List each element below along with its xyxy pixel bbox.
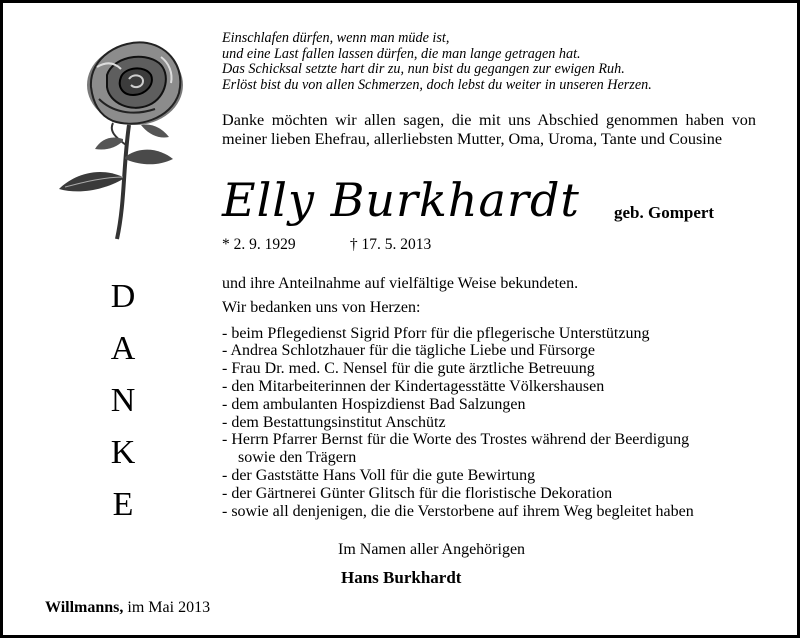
danke-vertical [101,271,145,531]
danke-letter: D [110,278,136,315]
rose-icon [59,42,183,239]
list-item: - Frau Dr. med. C. Nensel für die gute ärztliche Betreuung [222,360,595,378]
list-item: - der Gaststätte Hans Voll für die gute Bewirtung [222,466,536,484]
poem-line: und eine Last fallen lassen dürfen, die man lange getragen hat. [222,45,581,62]
sympathy-line: und ihre Anteilnahme auf vielfältige Weise bekundeten. [222,275,579,292]
name-line [222,175,782,235]
list-item: - den Mitarbeiterinnen der Kindertagesstätte Völkershausen [222,377,605,395]
danke-letter: E [112,486,134,523]
danke-letter: N [110,382,136,419]
poem-line: Das Schicksal setzte hart dir zu, nun bist du gegangen zur ewigen Ruh. [222,61,625,78]
thanks-list [222,325,782,521]
place-date [45,599,210,617]
poem-line: Erlöst bist du von allen Schmerzen, doch lebst du weiter in unseren Herzen. [222,76,652,93]
danke-letter: K [110,434,136,471]
rose-illustration [51,27,191,242]
list-item: - beim Pflegedienst Sigrid Pforr für die pflegerische Unterstützung [222,324,650,342]
signer-name: Hans Burkhardt [341,568,462,587]
poem [222,31,782,93]
list-item: - dem ambulanten Hospizdienst Bad Salzungen [222,395,526,413]
list-item: - der Gärtnerei Günter Glitsch für die floristische Dekoration [222,484,613,502]
deceased-name: Elly Burkhardt [222,173,580,227]
intro-text: Danke möchten wir allen sagen, die mit uns Abschied genommen haben von meiner lieben Ehefrau, allerliebsten Mutter, Oma, Uroma, Tante und Cousine [222,111,756,148]
life-dates [222,236,431,254]
list-item-continuation: sowie den Trägern [238,449,357,467]
list-item: - Andrea Schlotzhauer für die tägliche Liebe und Fürsorge [222,342,595,360]
signoff: Im Namen aller Angehörigen [338,541,526,558]
danke-letter: A [110,330,136,367]
poem-line: Einschlafen dürfen, wenn man müde ist, [222,30,450,46]
list-item: - dem Bestattungsinstitut Anschütz [222,413,446,431]
death-date: † 17. 5. 2013 [349,236,432,253]
thanks-section [222,275,782,520]
place: Willmanns, [45,599,124,616]
birth-name: geb. Gompert [614,203,715,222]
list-item: - sowie all denjenigen, die die Verstorbene auf ihrem Weg begleitet haben [222,502,694,520]
thanks-intro: Wir bedanken uns von Herzen: [222,298,421,316]
birth-date: * 2. 9. 1929 [222,236,296,253]
list-item: - Herrn Pfarrer Bernst für die Worte des Trostes während der Beerdigung [222,431,690,449]
date-text: im Mai 2013 [127,599,211,616]
